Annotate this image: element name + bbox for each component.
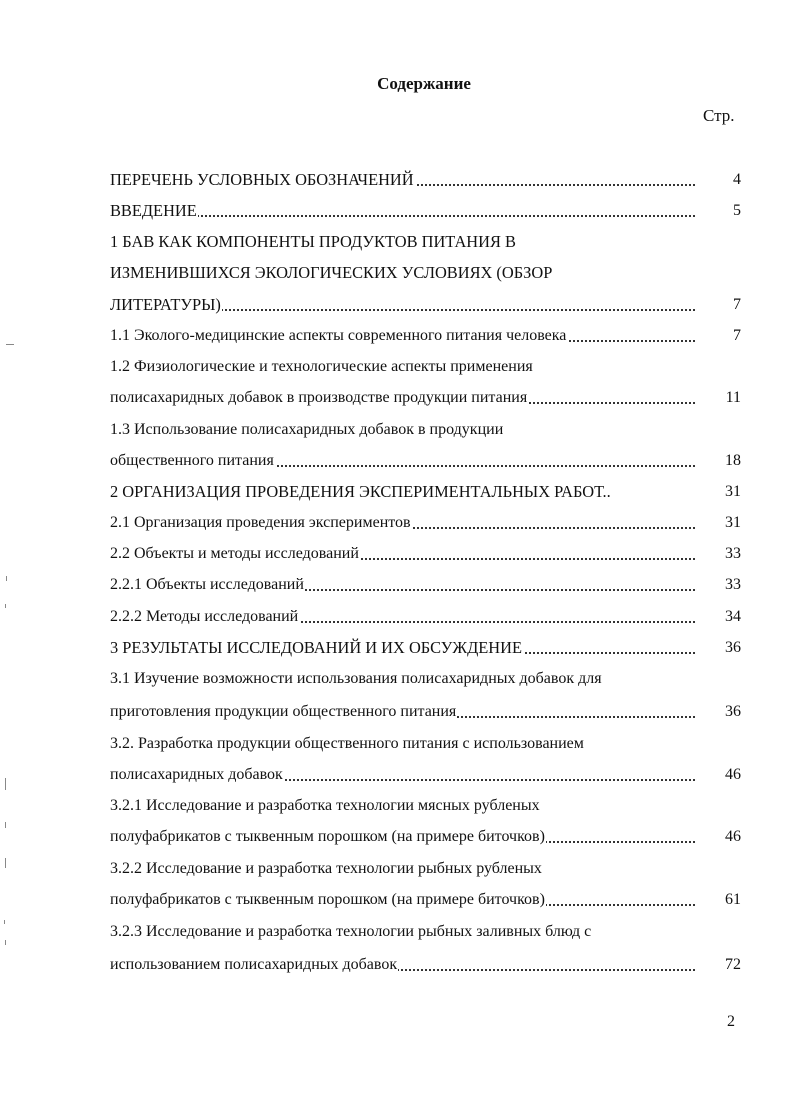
page-column-label: Стр. — [703, 106, 735, 125]
scan-speck — [5, 778, 6, 790]
toc-entry-line: 1.2 Физиологические и технологические аспекты применения — [110, 358, 533, 375]
toc-entry-line: приготовления продукции общественного питания — [110, 700, 695, 724]
toc-entry-line: 3 РЕЗУЛЬТАТЫ ИССЛЕДОВАНИЙ И ИХ ОБСУЖДЕНИЕ — [110, 636, 695, 660]
toc-page-number: 31 — [725, 483, 741, 500]
scan-speck — [5, 858, 6, 868]
scan-speck — [5, 822, 6, 828]
toc-entry-line: 1.1 Эколого-медицинские аспекты современного питания человека — [110, 324, 695, 348]
scan-speck — [6, 576, 7, 581]
toc-entry-line: 2.1 Организация проведения экспериментов — [110, 511, 695, 535]
toc-page-number: 46 — [725, 766, 741, 783]
toc-entry-line: полуфабрикатов с тыквенным порошком (на примере биточков) — [110, 825, 695, 849]
scan-speck — [6, 344, 14, 345]
toc-entry-line: 3.2.1 Исследование и разработка технологии мясных рубленых — [110, 797, 540, 814]
toc-entry-line: 3.2.2 Исследование и разработка технологии рыбных рубленых — [110, 860, 542, 877]
toc-entry-line: 3.2. Разработка продукции общественного питания с использованием — [110, 735, 584, 752]
toc-entry-line: 3.1 Изучение возможности использования полисахаридных добавок для — [110, 670, 602, 687]
toc-entry-line: 1 БАВ КАК КОМПОНЕНТЫ ПРОДУКТОВ ПИТАНИЯ В — [110, 232, 516, 251]
toc-entry-line: 2.2.2 Методы исследований — [110, 605, 695, 629]
page-number: 2 — [727, 1013, 735, 1030]
toc-entry-line: полисахаридных добавок в производстве продукции питания — [110, 386, 695, 410]
toc-entry-line: общественного питания — [110, 449, 695, 473]
toc-entry-line: 2 ОРГАНИЗАЦИЯ ПРОВЕДЕНИЯ ЭКСПЕРИМЕНТАЛЬНЫХ РАБОТ.. — [110, 482, 611, 501]
toc-entry-line: использованием полисахаридных добавок — [110, 953, 695, 977]
toc-entry-line: 2.2.1 Объекты исследований — [110, 573, 695, 597]
toc-page-number: 4 — [733, 171, 741, 188]
toc-entry-line: 1.3 Использование полисахаридных добавок в продукции — [110, 421, 504, 438]
scan-speck — [4, 920, 5, 924]
toc-page-number: 33 — [725, 576, 741, 593]
toc-page-number: 5 — [733, 202, 741, 219]
toc-page-number: 7 — [733, 327, 741, 344]
toc-page-number: 18 — [725, 452, 741, 469]
toc-page-number: 31 — [725, 514, 741, 531]
toc-entry-line: ИЗМЕНИВШИХСЯ ЭКОЛОГИЧЕСКИХ УСЛОВИЯХ (ОБЗОР — [110, 263, 553, 282]
toc-page-number: 61 — [725, 891, 741, 908]
toc-page-number: 34 — [725, 608, 741, 625]
toc-page-number: 36 — [725, 703, 741, 720]
toc-entry-line: полисахаридных добавок — [110, 763, 695, 787]
toc-page-number: 36 — [725, 639, 741, 656]
toc-entry-line: 2.2 Объекты и методы исследований — [110, 542, 695, 566]
scan-speck — [5, 604, 6, 608]
toc-entry-line: ПЕРЕЧЕНЬ УСЛОВНЫХ ОБОЗНАЧЕНИЙ — [110, 168, 695, 192]
toc-page-number: 72 — [725, 956, 741, 973]
toc-page-number: 11 — [725, 389, 741, 406]
page-title: Содержание — [377, 74, 471, 93]
toc-entry-line: 3.2.3 Исследование и разработка технологии рыбных заливных блюд с — [110, 923, 592, 940]
scan-speck — [5, 940, 6, 945]
toc-entry-line: полуфабрикатов с тыквенным порошком (на примере биточков) — [110, 888, 695, 912]
toc-page-number: 7 — [733, 296, 741, 313]
toc-page-number: 46 — [725, 828, 741, 845]
toc-entry-line: ВВЕДЕНИЕ — [110, 199, 695, 223]
toc-page-number: 33 — [725, 545, 741, 562]
toc-entry-line: ЛИТЕРАТУРЫ) — [110, 293, 695, 317]
